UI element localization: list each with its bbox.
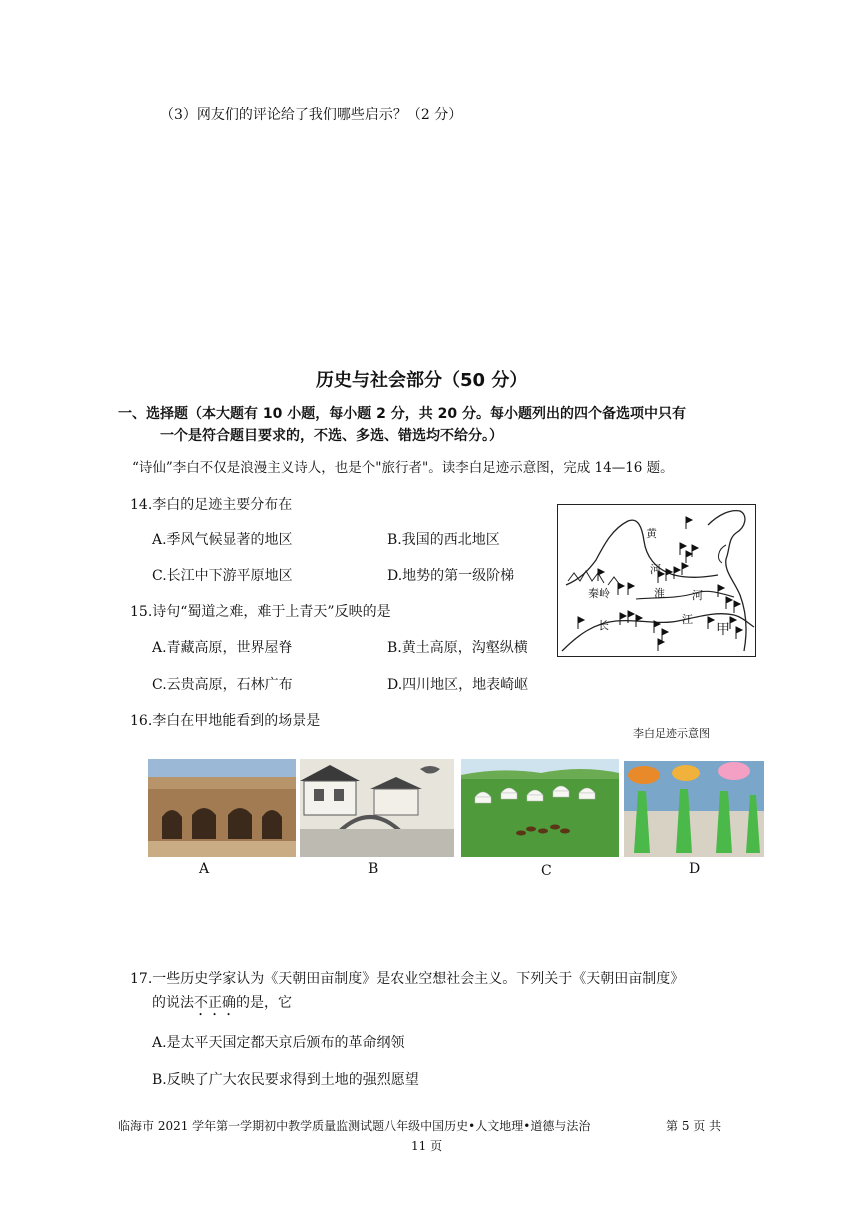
map-label-huai: 淮 [654,587,665,600]
stem-text-before: 的说法 [152,995,194,1011]
footer-total-pages: 11 页 [411,1139,443,1153]
question-17-option-a: A.是太平天国定都天京后颁布的革命纲领 [152,1035,405,1051]
map-label-huang: 黄 [646,527,657,540]
question-14-option-a: A.季风气候显著的地区 [152,532,293,548]
photo-c-label: C [541,863,552,879]
section-title: 历史与社会部分（50 分） [316,370,528,391]
section-instructions-line-2: 一个是符合题目要求的，不选、多选、错选均不给分。） [160,428,503,444]
photo-a-label: A [199,861,210,877]
photo-a-cave-dwellings [148,759,296,857]
question-14-option-d: D.地势的第一级阶梯 [387,568,515,584]
li-bai-footprint-map [557,504,756,657]
stem-text-after: 的是，它 [236,995,292,1011]
question-15-option-d: D.四川地区，地表崎岖 [387,677,529,693]
photo-c-grassland-yurts [461,759,619,857]
map-label-jia: 甲 [716,622,730,638]
photo-b-label: B [368,861,379,877]
question-13-part-3: （3）网友们的评论给了我们哪些启示？（2 分） [160,107,463,123]
map-label-he-1: 河 [650,563,661,576]
question-15-option-b: B.黄土高原，沟壑纵横 [387,640,528,656]
question-14-stem: 14.李白的足迹主要分布在 [130,497,293,513]
question-14-option-b: B.我国的西北地区 [387,532,500,548]
footer-exam-title: 临海市 2021 学年第一学期初中教学质量监测试题八年级中国历史•人文地理•道德与法治 [118,1119,591,1133]
map-label-jiang: 江 [682,613,693,626]
question-15-option-a: A.青藏高原，世界屋脊 [152,640,293,656]
map-label-qinling: 秦岭 [588,587,610,600]
question-17-stem-line-1: 17.一些历史学家认为《天朝田亩制度》是农业空想社会主义。下列关于《天朝田亩制度》 [130,971,685,987]
material-intro: “诗仙”李白不仅是浪漫主义诗人，也是个"旅行者"。读李白足迹示意图，完成 14—16 题。 [132,460,674,476]
question-17-stem-line-2 [152,994,292,1019]
map-caption: 李白足迹示意图 [633,727,710,740]
question-16-stem: 16.李白在甲地能看到的场景是 [130,713,321,729]
question-14-option-c: C.长江中下游平原地区 [152,568,293,584]
emphasized-not-correct: 不正确 [194,995,236,1011]
footer-page-number: 第 5 页 共 [666,1119,722,1133]
question-17-option-b: B.反映了广大农民要求得到土地的强烈愿望 [152,1072,419,1088]
question-15-option-c: C.云贵高原，石林广布 [152,677,293,693]
section-instructions-line-1: 一、选择题（本大题有 10 小题，每小题 2 分，共 20 分。每小题列出的四个备选项中只有 [118,406,686,422]
map-label-chang: 长 [598,619,609,632]
map-label-he-2: 河 [692,589,703,602]
photo-d-umbrella-dancers [624,761,764,857]
photo-d-label: D [689,861,701,877]
question-15-stem: 15.诗句“蜀道之难，难于上青天”反映的是 [130,604,391,620]
photo-b-water-town [300,759,454,857]
